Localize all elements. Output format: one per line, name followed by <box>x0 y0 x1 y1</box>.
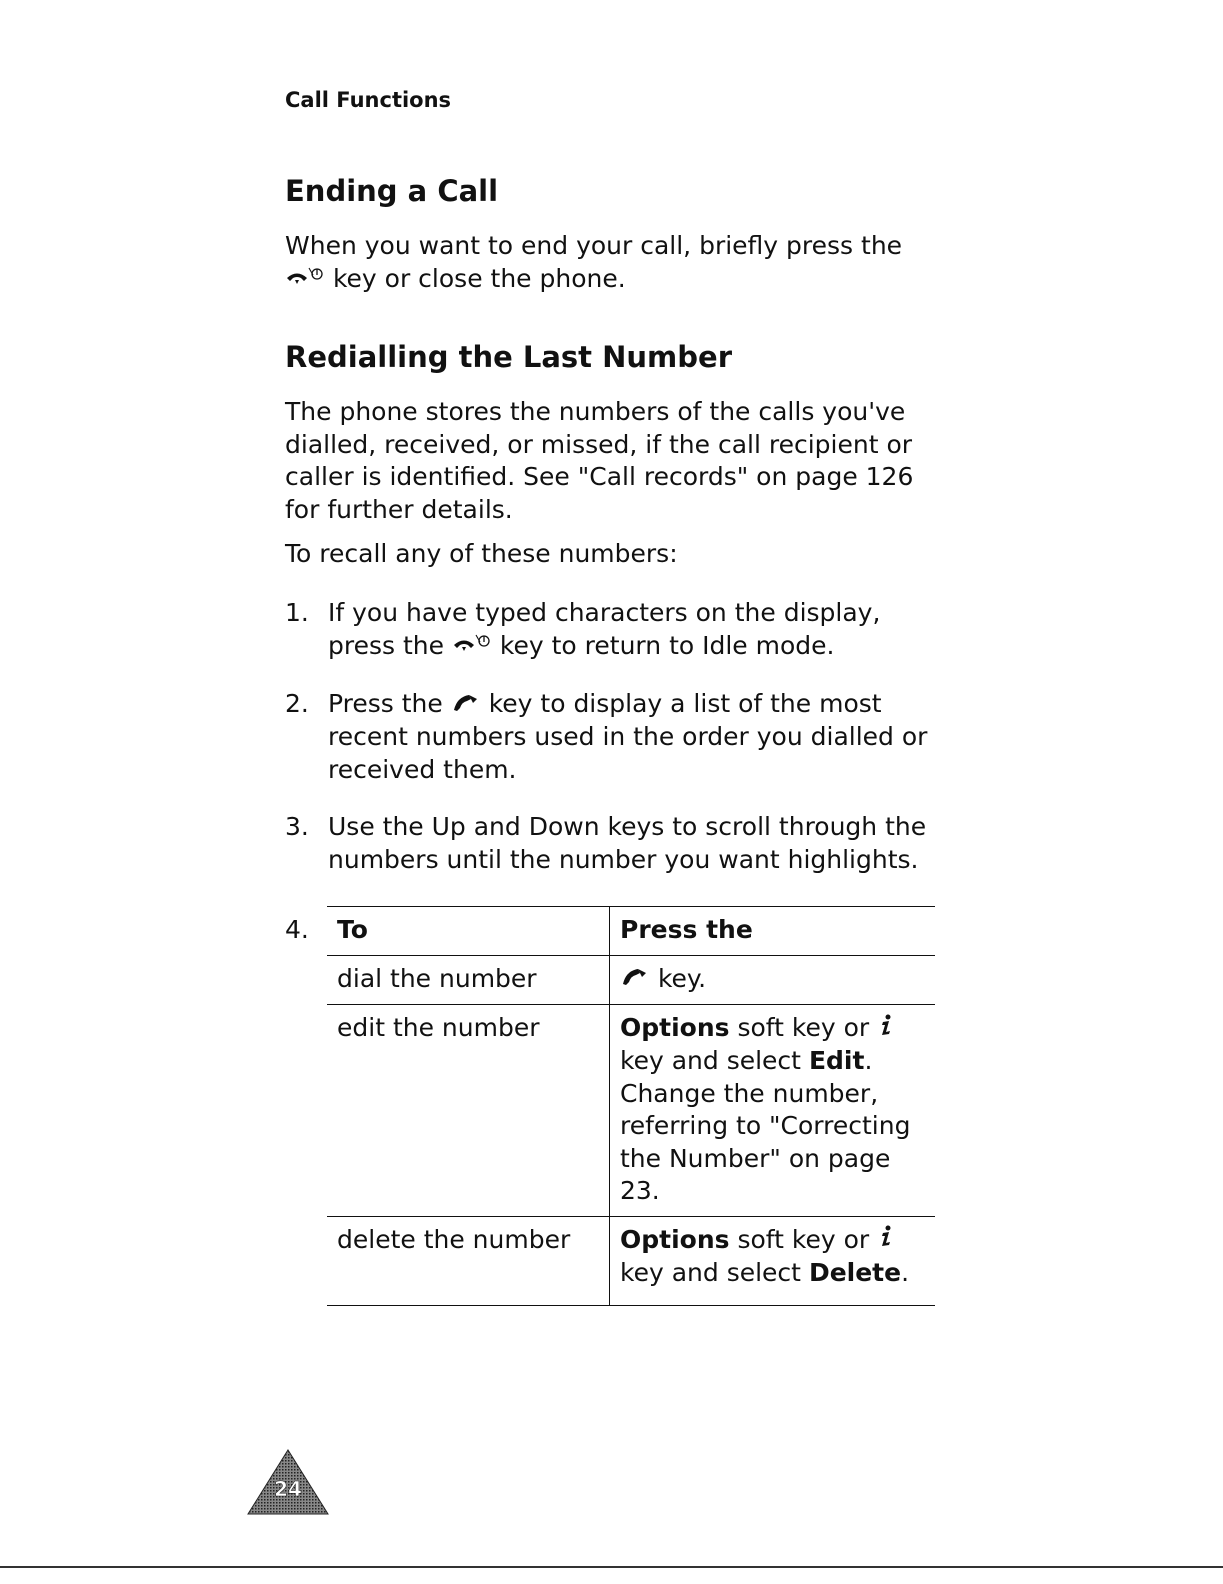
table-header-row <box>327 907 935 956</box>
step-text <box>328 688 945 786</box>
options-table <box>327 906 935 1306</box>
step-text-part: key to display a list of the most recent numbers used in the order you dialled or received them. <box>328 689 928 784</box>
table-cell-action: delete the number <box>327 1216 610 1306</box>
info-i-icon <box>877 1224 895 1257</box>
table-header-press: Press the <box>610 907 936 956</box>
heading-ending-a-call: Ending a Call <box>285 174 499 208</box>
heading-redialling: Redialling the Last Number <box>285 340 732 374</box>
cell-text: key. <box>657 963 707 993</box>
section-header: Call Functions <box>285 88 452 112</box>
step-number: 1. <box>285 598 309 627</box>
cell-text: key and select <box>620 1046 801 1075</box>
step-number: 2. <box>285 689 309 718</box>
triangle-badge-icon <box>246 1448 330 1516</box>
page-number-badge <box>246 1448 330 1516</box>
cell-bold-text: Delete <box>808 1257 902 1287</box>
ending-text-start: When you want to end your call, briefly press the <box>285 231 903 260</box>
end-call-power-icon <box>452 630 492 663</box>
redial-paragraph-2: To recall any of these numbers: <box>285 539 678 568</box>
step-number: 4. <box>285 915 309 944</box>
step-text-part: If you have typed characters on the display, press the <box>328 598 881 660</box>
table-header-to: To <box>327 907 610 956</box>
step-text <box>328 597 945 663</box>
end-call-power-icon <box>285 263 325 296</box>
cell-text: . <box>901 1257 910 1287</box>
table-row <box>327 955 935 1004</box>
cell-text: soft key or <box>737 1012 870 1042</box>
page-number: 24 <box>274 1477 302 1501</box>
step-text-part: key to return to Idle mode. <box>499 630 835 660</box>
step-text: Use the Up and Down keys to scroll through the numbers until the number you want highlights. <box>328 812 927 874</box>
table-cell-action: edit the number <box>327 1004 610 1216</box>
redial-paragraph-1: The phone stores the numbers of the calls you've dialled, received, or missed, if the call recipient or caller is identified. See "Call records" on page 126 for further details. <box>285 397 914 524</box>
table-row <box>327 1216 935 1306</box>
cell-text: . Change the number, referring to "Correcting the Number" on page 23. <box>620 1046 911 1205</box>
ending-text-end: key or close the phone. <box>332 263 626 293</box>
table-row <box>327 1004 935 1216</box>
step-number: 3. <box>285 812 309 841</box>
cell-text: soft key or <box>737 1224 870 1254</box>
list-item <box>285 811 945 876</box>
step-text-part: Press the <box>328 689 443 718</box>
cell-text: key and select <box>620 1257 801 1287</box>
table-cell-press <box>610 1004 936 1216</box>
info-i-icon <box>877 1013 895 1046</box>
table-cell-action: dial the number <box>327 955 610 1004</box>
send-call-icon <box>451 689 481 722</box>
table-cell-press <box>610 955 936 1004</box>
cell-bold-text: Options <box>620 1224 730 1254</box>
list-item <box>285 597 945 663</box>
send-call-icon <box>620 963 650 996</box>
list-item <box>285 688 945 786</box>
cell-bold-text: Edit <box>808 1046 865 1075</box>
table-cell-press <box>610 1216 936 1306</box>
cell-bold-text: Options <box>620 1012 730 1042</box>
bottom-border <box>0 1566 1223 1568</box>
ending-paragraph <box>285 230 945 296</box>
